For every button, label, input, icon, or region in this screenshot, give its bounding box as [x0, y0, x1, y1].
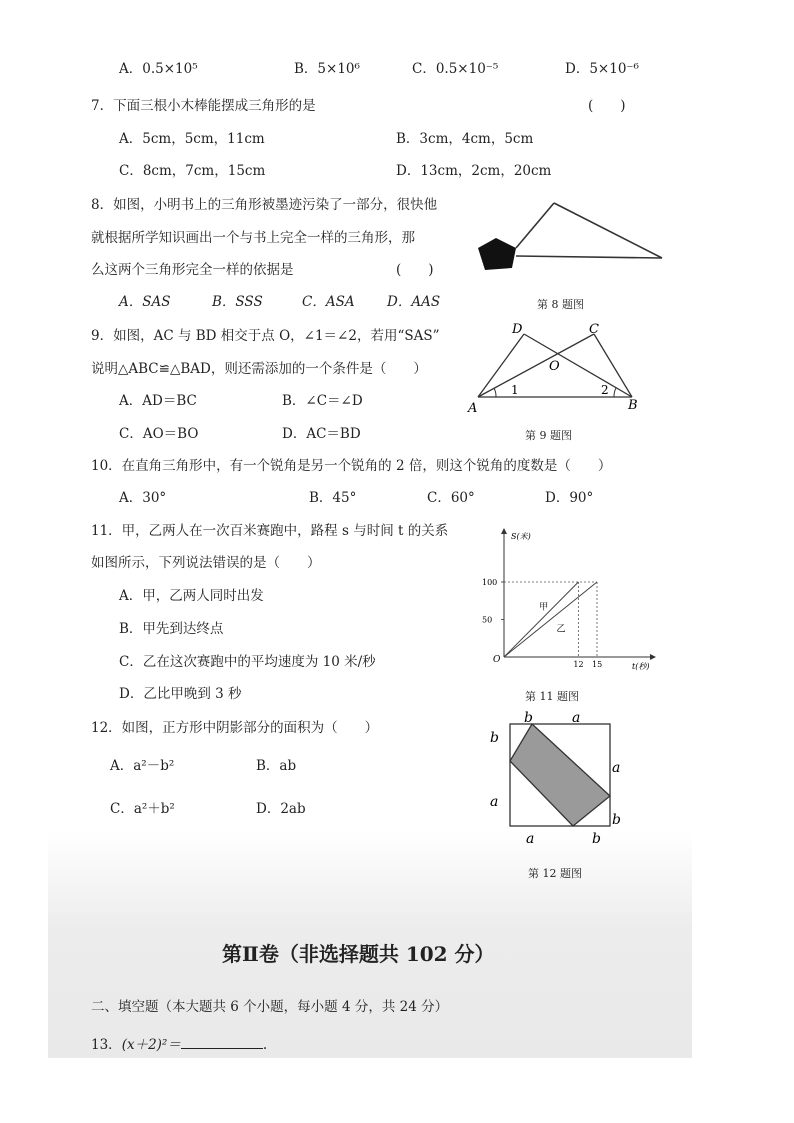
q10-option-d: D．90° — [545, 490, 594, 506]
q8-line-3: 么这两个三角形完全一样的依据是 — [91, 262, 294, 278]
q7-option-a: A．5cm，5cm，11cm — [119, 131, 265, 147]
q9-option-b: B．∠C＝∠D — [282, 393, 363, 409]
chart-x-tick-12: 12 — [573, 660, 584, 669]
chart-x-arrow — [650, 654, 656, 660]
q11-line-1: 11．甲，乙两人在一次百米赛跑中，路程 s 与时间 t 的关系 — [91, 523, 449, 539]
q6-option-d: D．5×10⁻⁶ — [565, 61, 639, 77]
q11-line-2: 如图所示，下列说法错误的是（ ） — [91, 555, 321, 571]
ink-blot — [478, 238, 516, 270]
q13-expression: (x＋2)²＝ — [121, 1037, 181, 1053]
triangle-side-bottom — [516, 256, 662, 258]
q9-option-d: D．AC＝BD — [282, 426, 361, 442]
q12-option-c: C．a²＋b² — [110, 801, 175, 817]
label-d: D — [512, 322, 523, 337]
q8-option-c: C．ASA — [302, 294, 355, 310]
q13-answer-blank[interactable] — [181, 1034, 263, 1049]
chart-origin-label: O — [493, 655, 501, 665]
label-top-a: a — [572, 710, 581, 726]
q7-option-c: C．8cm，7cm，15cm — [119, 163, 266, 179]
q7-answer-paren: ( ) — [588, 98, 626, 114]
chart-series-line-1 — [504, 582, 578, 657]
chart-series-line-2 — [504, 582, 597, 657]
q12-stem: 12．如图，正方形中阴影部分的面积为（ ） — [91, 720, 379, 736]
q8-caption: 第 8 题图 — [537, 298, 584, 311]
q9-line-1: 9．如图，AC 与 BD 相交于点 O，∠1＝∠2，若用“SAS” — [91, 328, 440, 344]
q9-line-2: 说明△ABC≌△BAD，则还需添加的一个条件是（ ） — [91, 361, 427, 377]
q12-option-d: D．2ab — [256, 801, 306, 817]
label-angle-2: 2 — [601, 383, 609, 397]
chart-y-tick-50: 50 — [482, 615, 493, 625]
q11-option-d: D．乙比甲晚到 3 秒 — [119, 686, 242, 702]
label-a: A — [468, 401, 478, 416]
chart-series-label-2: 乙 — [556, 624, 566, 635]
q8-answer-paren: ( ) — [396, 262, 434, 278]
q13-period: . — [262, 1037, 268, 1053]
q11-option-a: A．甲，乙两人同时出发 — [119, 588, 264, 604]
chart-y-tick-100: 100 — [482, 578, 498, 587]
q7-stem: 7．下面三根小木棒能摆成三角形的是 — [91, 98, 316, 114]
q13-number: 13． — [91, 1037, 122, 1053]
q7-option-d: D．13cm，2cm，20cm — [396, 163, 552, 179]
label-bottom-b: b — [592, 831, 601, 847]
q8-option-a: A．SAS — [119, 294, 171, 310]
q9-figure — [462, 318, 662, 418]
q8-line-2: 就根据所学知识画出一个与书上完全一样的三角形，那 — [91, 230, 415, 246]
q8-option-d: D．AAS — [387, 294, 441, 310]
triangle-side-right — [554, 203, 662, 258]
label-c: C — [589, 322, 599, 337]
q9-caption: 第 9 题图 — [525, 429, 572, 442]
q11-caption: 第 11 题图 — [525, 690, 579, 703]
label-angle-1: 1 — [511, 383, 519, 397]
label-b: B — [628, 398, 638, 413]
fill-in-section-title: 二、填空题（本大题共 6 个小题，每小题 4 分，共 24 分） — [91, 999, 449, 1015]
q13-line — [91, 1034, 267, 1054]
angle-2-arc — [614, 388, 616, 397]
q6-option-c: C．0.5×10⁻⁵ — [412, 61, 499, 77]
label-left-b: b — [490, 730, 499, 746]
q8-figure — [470, 198, 670, 278]
q6-option-b: B．5×10⁶ — [294, 61, 360, 77]
chart-x-tick-15: 15 — [592, 660, 603, 669]
segment-bd — [524, 334, 632, 397]
q8-option-b: B．SSS — [212, 294, 263, 310]
chart-y-axis-label: S(米) — [511, 532, 531, 541]
label-left-a: a — [490, 794, 499, 810]
q12-option-b: B．ab — [256, 758, 297, 774]
chart-series-label-1: 甲 — [539, 602, 549, 613]
label-o: O — [549, 359, 560, 374]
label-bottom-a: a — [526, 831, 535, 847]
q10-stem: 10．在直角三角形中，有一个锐角是另一个锐角的 2 倍，则这个锐角的度数是（ ） — [91, 458, 612, 474]
chart-x-axis-label: t(秒) — [632, 662, 650, 671]
q9-option-c: C．AO＝BO — [119, 426, 199, 442]
label-right-a: a — [612, 760, 621, 776]
q12-caption: 第 12 题图 — [528, 867, 582, 880]
q9-option-a: A．AD＝BC — [119, 393, 197, 409]
angle-1-arc — [494, 388, 496, 397]
label-right-b: b — [612, 812, 621, 828]
segment-ac — [478, 334, 594, 397]
q11-option-c: C．乙在这次赛跑中的平均速度为 10 米/秒 — [119, 654, 376, 670]
q8-line-1: 8．如图，小明书上的三角形被墨迹污染了一部分，很快他 — [91, 197, 438, 213]
triangle-side-top — [516, 203, 554, 248]
q6-option-a: A．0.5×10⁵ — [119, 61, 198, 77]
section-2-heading: 第Ⅱ卷（非选择题共 102 分） — [222, 942, 495, 966]
q10-option-a: A．30° — [119, 490, 167, 506]
q11-option-b: B．甲先到达终点 — [119, 621, 224, 637]
q11-distance-time-chart — [478, 526, 658, 676]
q7-option-b: B．3cm，4cm，5cm — [396, 131, 534, 147]
q10-option-c: C．60° — [427, 490, 475, 506]
q12-option-a: A．a²－b² — [110, 758, 175, 774]
label-top-b: b — [524, 710, 533, 726]
chart-y-arrow — [501, 528, 507, 534]
q10-option-b: B．45° — [309, 490, 357, 506]
q12-figure — [484, 708, 634, 848]
segment-bc — [594, 334, 632, 397]
